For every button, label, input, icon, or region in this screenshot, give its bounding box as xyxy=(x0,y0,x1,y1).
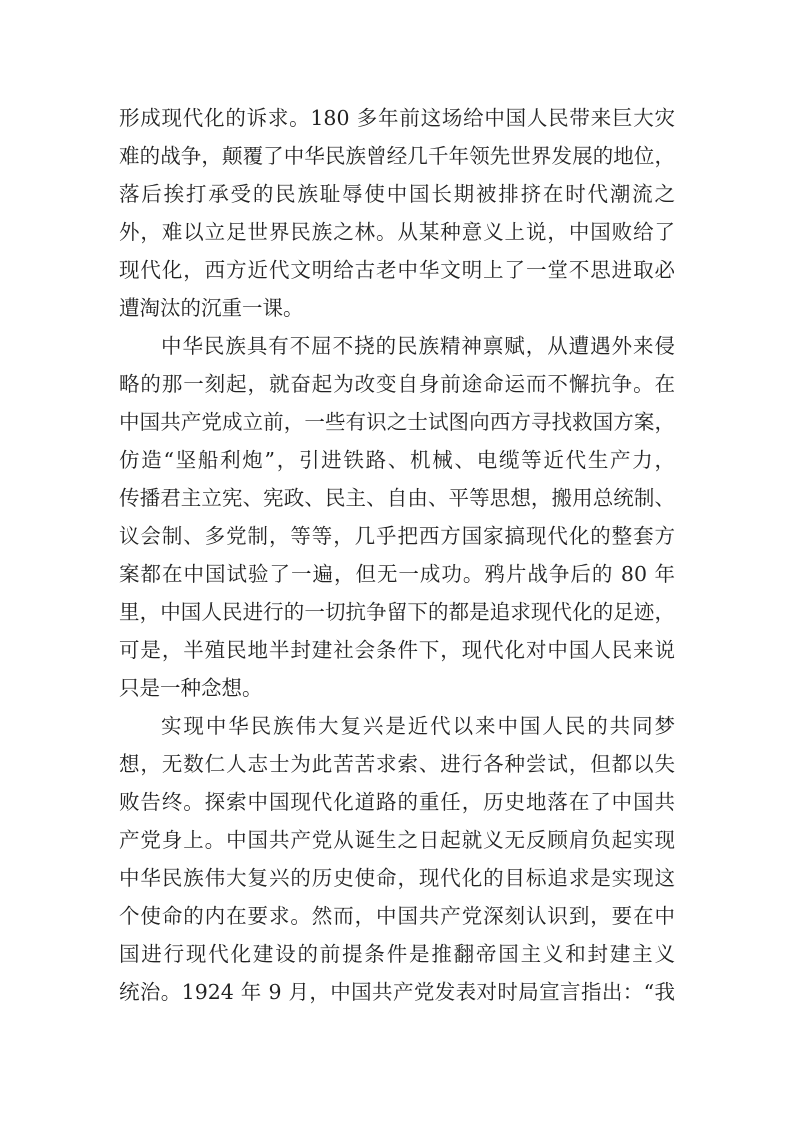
paragraph-1-line-6: 遭淘汰的沉重一课。 xyxy=(119,296,304,320)
paragraph-3-line-7: 国进行现代化建设的前提条件是推翻帝国主义和封建主义 xyxy=(119,942,675,966)
paragraph-2-line-5: 传播君主立宪、宪政、民主、自由、平等思想，搬用总统制、 xyxy=(119,486,675,510)
paragraph-3-line-5: 中华民族伟大复兴的历史使命，现代化的目标追求是实现这 xyxy=(119,866,675,890)
paragraph-3-line-1: 实现中华民族伟大复兴是近代以来中国人民的共同梦 xyxy=(161,714,675,738)
paragraph-3-line-4: 产党身上。中国共产党从诞生之日起就义无反顾肩负起实现 xyxy=(119,828,675,852)
paragraph-2-line-8: 里，中国人民进行的一切抗争留下的都是追求现代化的足迹， xyxy=(119,600,675,624)
paragraph-2-line-9: 可是，半殖民地半封建社会条件下，现代化对中国人民来说 xyxy=(119,638,675,662)
paragraph-1-line-5: 现代化，西方近代文明给古老中华文明上了一堂不思进取必 xyxy=(119,258,675,282)
paragraph-3-line-2: 想，无数仁人志士为此苦苦求索、进行各种尝试，但都以失 xyxy=(119,752,675,776)
paragraph-2-line-4: 仿造“坚船利炮”，引进铁路、机械、电缆等近代生产力， xyxy=(119,448,675,472)
paragraph-1-line-1: 形成现代化的诉求。180 多年前这场给中国人民带来巨大灾 xyxy=(119,106,675,130)
paragraph-2-line-6: 议会制、多党制，等等，几乎把西方国家搞现代化的整套方 xyxy=(119,524,675,548)
paragraph-2-line-1: 中华民族具有不屈不挠的民族精神禀赋，从遭遇外来侵 xyxy=(161,334,675,358)
paragraph-1-line-3: 落后挨打承受的民族耻辱使中国长期被排挤在时代潮流之 xyxy=(119,182,675,206)
paragraph-1-line-2: 难的战争，颠覆了中华民族曾经几千年领先世界发展的地位， xyxy=(119,144,675,168)
paragraph-3-line-3: 败告终。探索中国现代化道路的重任，历史地落在了中国共 xyxy=(119,790,675,814)
paragraph-3-line-6: 个使命的内在要求。然而，中国共产党深刻认识到，要在中 xyxy=(119,904,675,928)
paragraph-2-line-7: 案都在中国试验了一遍，但无一成功。鸦片战争后的 80 年 xyxy=(119,562,675,586)
paragraph-2-line-10: 只是一种念想。 xyxy=(119,676,263,700)
paragraph-3-line-8: 统治。1924 年 9 月，中国共产党发表对时局宣言指出：“我 xyxy=(119,980,675,1004)
paragraph-2-line-2: 略的那一刻起，就奋起为改变自身前途命运而不懈抗争。在 xyxy=(119,372,675,396)
paragraph-1-line-4: 外，难以立足世界民族之林。从某种意义上说，中国败给了 xyxy=(119,220,675,244)
paragraph-2-line-3: 中国共产党成立前，一些有识之士试图向西方寻找救国方案， xyxy=(119,410,675,434)
